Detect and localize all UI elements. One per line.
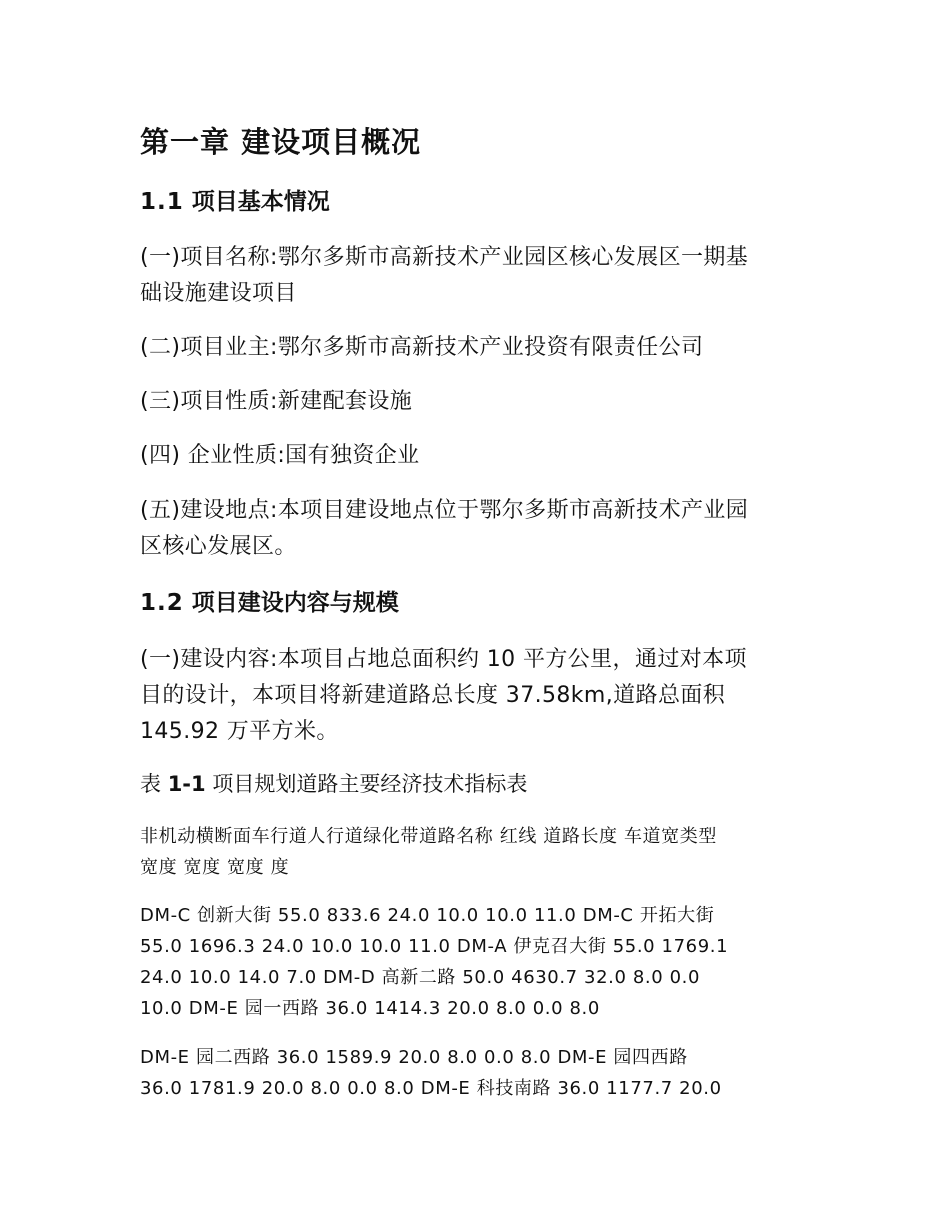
text-line: 目的设计，本项目将新建道路总长度 37.58km,道路总面积 (140, 683, 726, 708)
project-owner-item: (二)项目业主:鄂尔多斯市高新技术产业投资有限责任公司 (140, 335, 704, 360)
table-row-line: 36.0 1781.9 20.0 8.0 0.0 8.0 DM-E 科技南路 36.0 1177.7 20.0 (140, 1078, 722, 1099)
text-line: (五)建设地点:本项目建设地点位于鄂尔多斯市高新技术产业园 (140, 498, 749, 523)
text-line: (一)项目名称:鄂尔多斯市高新技术产业园区核心发展区一期基 (140, 245, 749, 270)
construction-content (140, 642, 810, 750)
table-row-line: DM-E 园二西路 36.0 1589.9 20.0 8.0 0.0 8.0 DM-E 园四西路 (140, 1047, 688, 1068)
table-header (140, 821, 810, 883)
section-heading-1-2 (140, 587, 810, 619)
caption-number: 1-1 (167, 772, 206, 796)
table-caption (140, 768, 810, 800)
section-title: 项目建设内容与规模 (191, 590, 399, 616)
section-title: 项目基本情况 (191, 189, 330, 215)
table-header-line: 宽度 宽度 宽度 度 (140, 857, 290, 878)
caption-title: 项目规划道路主要经济技术指标表 (212, 772, 528, 796)
project-name-item (140, 240, 810, 312)
project-nature-item: (三)项目性质:新建配套设施 (140, 389, 413, 414)
text-line: 区核心发展区。 (140, 534, 297, 559)
location-item (140, 493, 810, 565)
section-number: 1.2 (140, 590, 184, 616)
caption-prefix: 表 (140, 772, 161, 796)
text-line: 础设施建设项目 (140, 281, 297, 306)
text-line: (一)建设内容:本项目占地总面积约 10 平方公里，通过对本项 (140, 647, 747, 672)
section-number: 1.1 (140, 189, 184, 215)
table-row-line: 24.0 10.0 14.0 7.0 DM-D 高新二路 50.0 4630.7 32.0 8.0 0.0 (140, 967, 701, 988)
table-header-line: 非机动横断面车行道人行道绿化带道路名称 红线 道路长度 车道宽类型 (140, 826, 717, 847)
table-row-line: DM-C 创新大街 55.0 833.6 24.0 10.0 10.0 11.0 DM-C 开拓大街 (140, 905, 715, 926)
chapter-title: 第一章 建设项目概况 (140, 125, 422, 159)
enterprise-nature-item: (四) 企业性质:国有独资企业 (140, 443, 420, 468)
table-rows-block (140, 1042, 810, 1104)
table-row-line: 10.0 DM-E 园一西路 36.0 1414.3 20.0 8.0 0.0 8.0 (140, 998, 600, 1019)
table-rows-block (140, 900, 810, 1024)
section-heading-1-1 (140, 186, 810, 218)
table-row-line: 55.0 1696.3 24.0 10.0 10.0 11.0 DM-A 伊克召大街 55.0 1769.1 (140, 936, 729, 957)
text-line: 145.92 万平方米。 (140, 719, 339, 744)
